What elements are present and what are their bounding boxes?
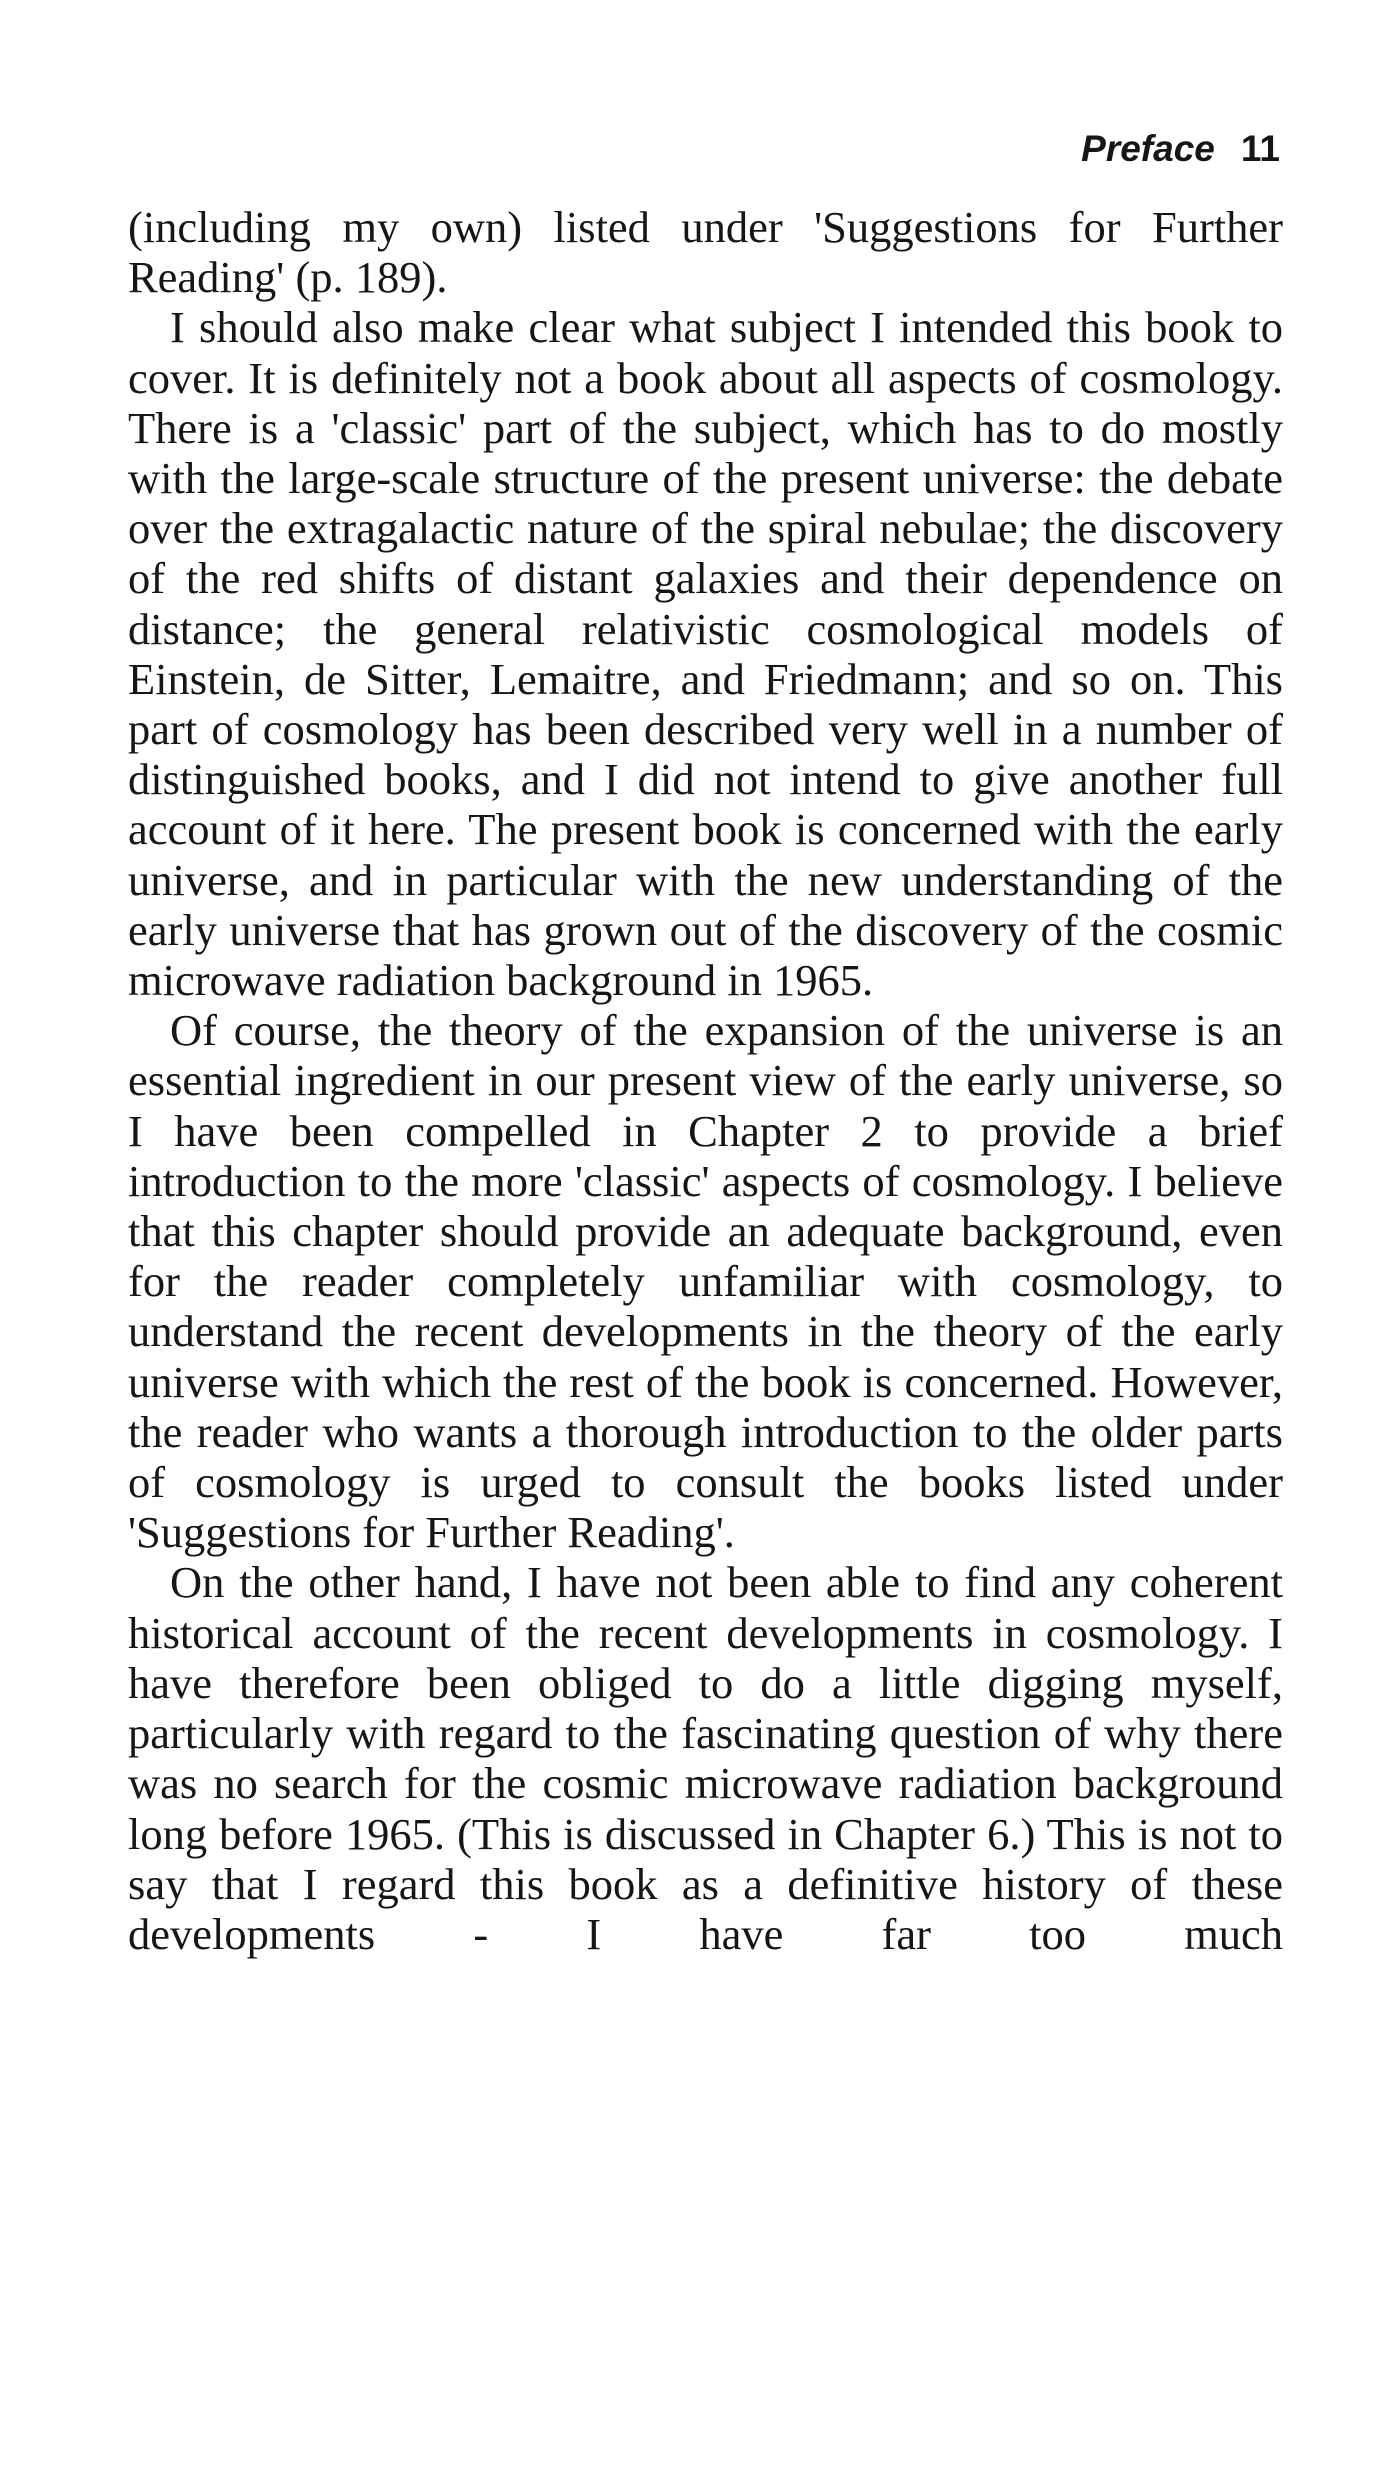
paragraph-1: (including my own) listed under 'Suggestions for Further Reading' (p. 189). [128,202,1283,303]
running-title: Preface [1081,128,1215,169]
paragraph-3: Of course, the theory of the expansion of the universe is an essential ingredient in our present view of the early universe, so I have been compelled in Chapter 2 to provide a brief introduction to the more 'classic' aspects of cosmology. I believe that this chapter should provide an adequate background, even for the reader completely unfamiliar with cosmology, to understand the recent developments in the theory of the early universe with which the rest of the book is concerned. However, the reader who wants a thorough introduction to the older parts of cosmology is urged to consult the books listed under 'Suggestions for Further Reading'. [128,1005,1283,1558]
page-number: 11 [1240,128,1280,169]
paragraph-4: On the other hand, I have not been able to find any coherent historical account of the recent developments in cosmology. I have therefore been obliged to do a little digging myself, particularly with regard to the fascinating question of why there was no search for the cosmic microwave radiation background long before 1965. (This is discussed in Chapter 6.) This is not to say that I regard this book as a definitive history of these developments - I have far too much [128,1557,1283,1959]
paragraph-2: I should also make clear what subject I intended this book to cover. It is definitely not a book about all aspects of cosmology. There is a 'classic' part of the subject, which has to do mostly with the large-scale structure of the present universe: the debate over the extragalactic nature of the spiral nebulae; the discovery of the red shifts of distant galaxies and their dependence on distance; the general relativistic cosmological models of Einstein, de Sitter, Lemaitre, and Friedmann; and so on. This part of cosmology has been described very well in a number of distinguished books, and I did not intend to give another full account of it here. The present book is concerned with the early universe, and in particular with the new understanding of the early universe that has grown out of the discovery of the cosmic microwave radiation background in 1965. [128,302,1283,1006]
body-text [128,202,1283,1959]
running-head [680,128,1280,176]
